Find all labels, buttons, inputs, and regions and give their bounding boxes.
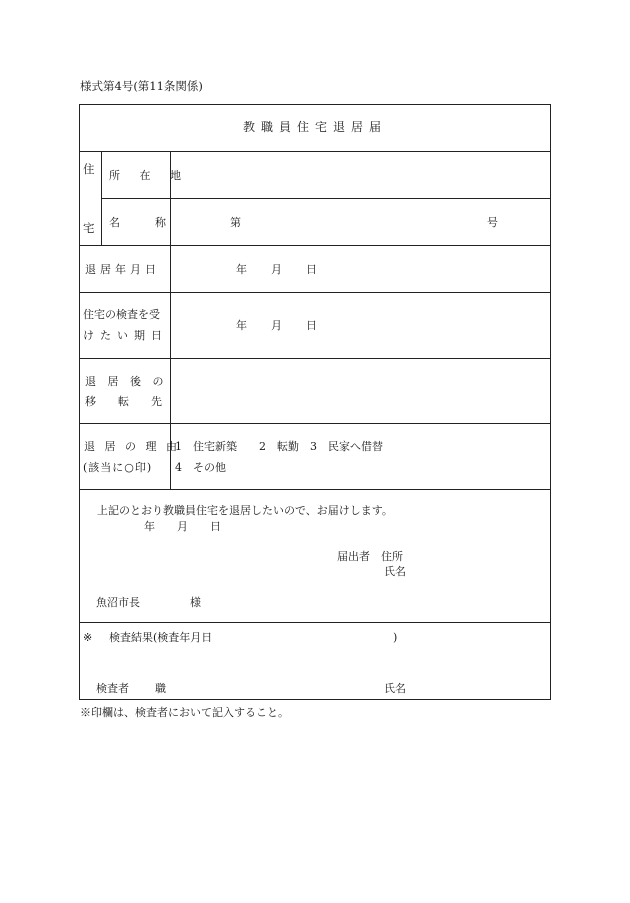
month-unit: 月 [271,319,282,332]
row-divider [79,245,551,246]
row-divider [101,198,551,199]
applicant-name: 氏名 [384,565,406,578]
day-unit: 日 [306,263,317,276]
row-divider [79,292,551,293]
name-label-1: 名 [109,216,120,229]
row-divider [79,358,551,359]
addressee: 魚沼市長 [96,596,140,609]
row-divider [79,423,551,424]
footnote: ※印欄は、検査者において記入すること。 [80,706,289,719]
name-dai: 第 [230,216,241,229]
destination-label-1: 退 居 後 の [85,375,168,388]
inspection-mark: ※ [83,631,93,644]
reason-options-1: 1 住宅新築 2 転勤 3 民家へ借替 [175,440,383,453]
inspection-close-paren: ) [393,631,398,644]
housing-label-bottom: 宅 [83,221,95,235]
name-label-2: 称 [155,216,166,229]
year-unit: 年 [236,319,247,332]
housing-label-top: 住 [83,162,95,176]
row-divider [79,489,551,490]
reason-label-1: 退 居 の 理 由 [84,440,180,453]
inspection-date-label-1: 住宅の検査を受 [83,308,160,321]
location-label: 所 在 地 [109,169,189,182]
form-number: 様式第4号(第11条関係) [80,79,203,93]
form-title: 教職員住宅退居届 [242,120,387,134]
move-out-date-label: 退居年月日 [85,263,160,276]
inspector-position: 職 [155,682,166,695]
row-divider [79,151,551,152]
day-unit: 日 [306,319,317,332]
name-go: 号 [487,216,498,229]
honorific: 様 [190,596,201,609]
month-unit: 月 [271,263,282,276]
inspector-label: 検査者 [96,682,129,695]
column-divider [170,151,171,489]
reason-label-2: (該当に○印) [83,461,153,474]
declaration-date: 年 月 日 [144,520,221,533]
year-unit: 年 [236,263,247,276]
destination-label-2: 移 転 先 [85,395,162,408]
inspector-name: 氏名 [384,682,406,695]
reason-options-2: 4 その他 [175,461,226,474]
applicant-address: 届出者 住所 [337,550,403,563]
row-divider [79,622,551,623]
inspection-date-label-2: けたい期日 [83,329,168,342]
declaration-text: 上記のとおり教職員住宅を退居したいので、お届けします。 [97,504,393,517]
column-divider [101,151,102,245]
inspection-result: 検査結果(検査年月日 [109,631,213,644]
